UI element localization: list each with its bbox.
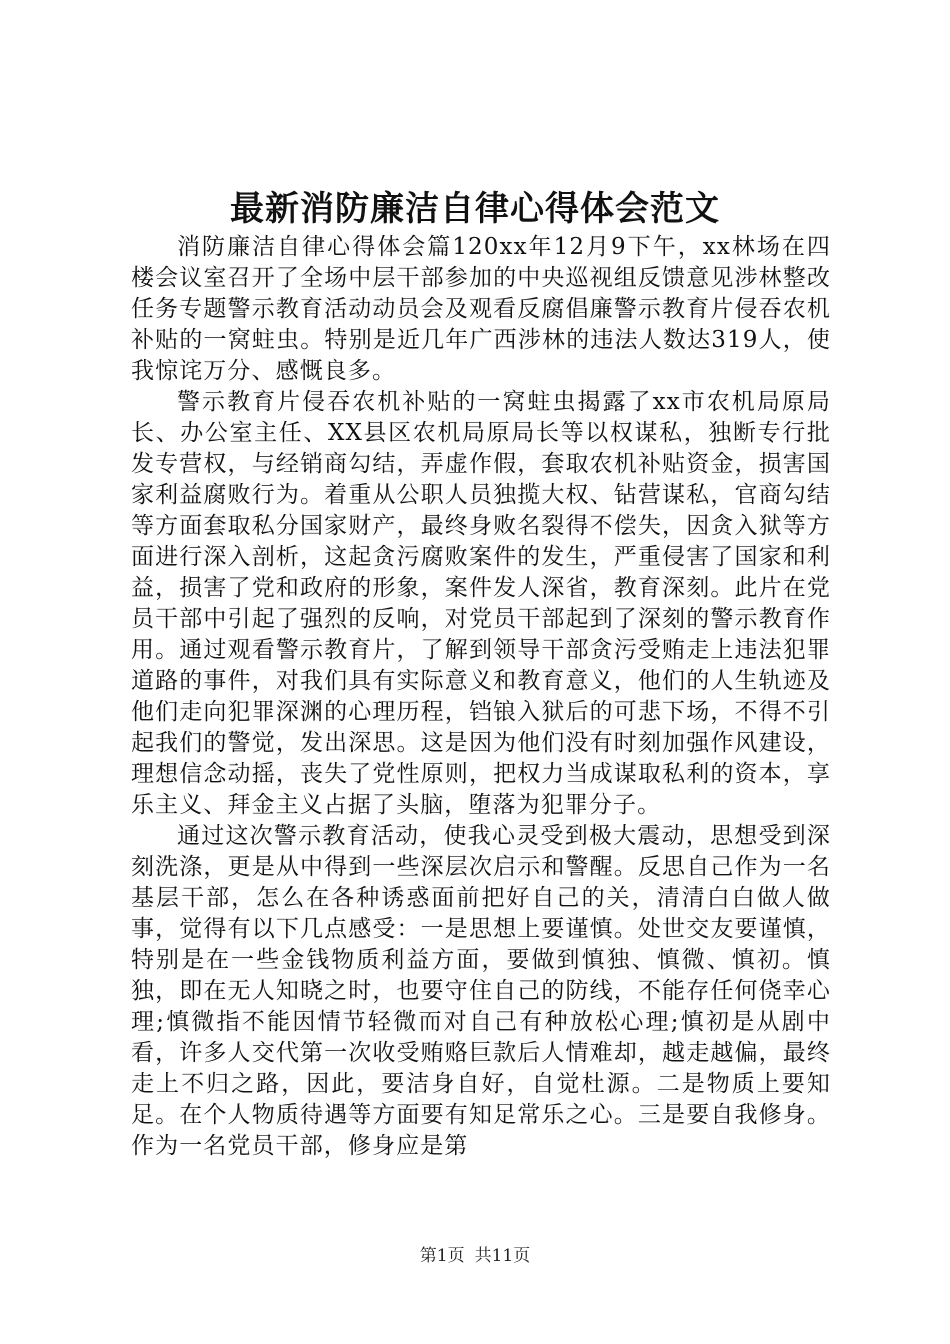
document-body bbox=[131, 232, 831, 1162]
page-total: 共11页 bbox=[474, 1246, 531, 1266]
paragraph-1: 消防廉洁自律心得体会篇120xx年12月9下午，xx林场在四楼会议室召开了全场中层干部参加的中央巡视组反馈意见涉林整改任务专题警示教育活动动员会及观看反腐倡廉警示教育片侵吞农机补贴的一窝蛀虫。特别是近几年广西涉林的违法人数达319人，使我惊诧万分、感慨良多。 bbox=[131, 234, 831, 384]
page-number: 第1页 bbox=[419, 1246, 465, 1266]
paragraph-3: 通过这次警示教育活动，使我心灵受到极大震动，思想受到深刻洗涤，更是从中得到一些深层次启示和警醒。反思自己作为一名基层干部，怎么在各种诱惑面前把好自己的关，清清白白做人做事，觉得有以下几点感受：一是思想上要谨慎。处世交友要谨慎，特别是在一些金钱物质利益方面，要做到慎独、慎微、慎初。慎独，即在无人知晓之时，也要守住自己的防线，不能存任何侥幸心理;慎微指不能因情节轻微而对自己有种放松心理;慎初是从剧中看，许多人交代第一次收受贿赂巨款后人情难却，越走越偏，最终走上不归之路，因此，要洁身自好，自觉杜源。二是物质上要知足。在个人物质待遇等方面要有知足常乐之心。三是要自我修身。作为一名党员干部，修身应是第 bbox=[131, 823, 831, 1159]
document-title: 最新消防廉洁自律心得体会范文 bbox=[230, 189, 720, 229]
paragraph-2: 警示教育片侵吞农机补贴的一窝蛀虫揭露了xx市农机局原局长、办公室主任、XX县区农机局原局长等以权谋私，独断专行批发专营权，与经销商勾结，弄虚作假，套取农机补贴资金，损害国家利益腐败行为。着重从公职人员独揽大权、钻营谋私，官商勾结等方面套取私分国家财产，最终身败名裂得不偿失，因贪入狱等方面进行深入剖析，这起贪污腐败案件的发生，严重侵害了国家和利益，损害了党和政府的形象，案件发人深省，教育深刻。此片在党员干部中引起了强烈的反响，对党员干部起到了深刻的警示教育作用。通过观看警示教育片，了解到领导干部贪污受贿走上违法犯罪道路的事件，对我们具有实际意义和教育意义，他们的人生轨迹及他们走向犯罪深渊的心理历程，铛锒入狱后的可悲下场，不得不引起我们的警觉，发出深思。这是因为他们没有时刻加强作风建设，理想信念动摇，丧失了党性原则，把权力当成谋取私利的资本，享乐主义、拜金主义占据了头脑，堕落为犯罪分子。 bbox=[131, 389, 831, 818]
page-footer bbox=[0, 1244, 950, 1268]
